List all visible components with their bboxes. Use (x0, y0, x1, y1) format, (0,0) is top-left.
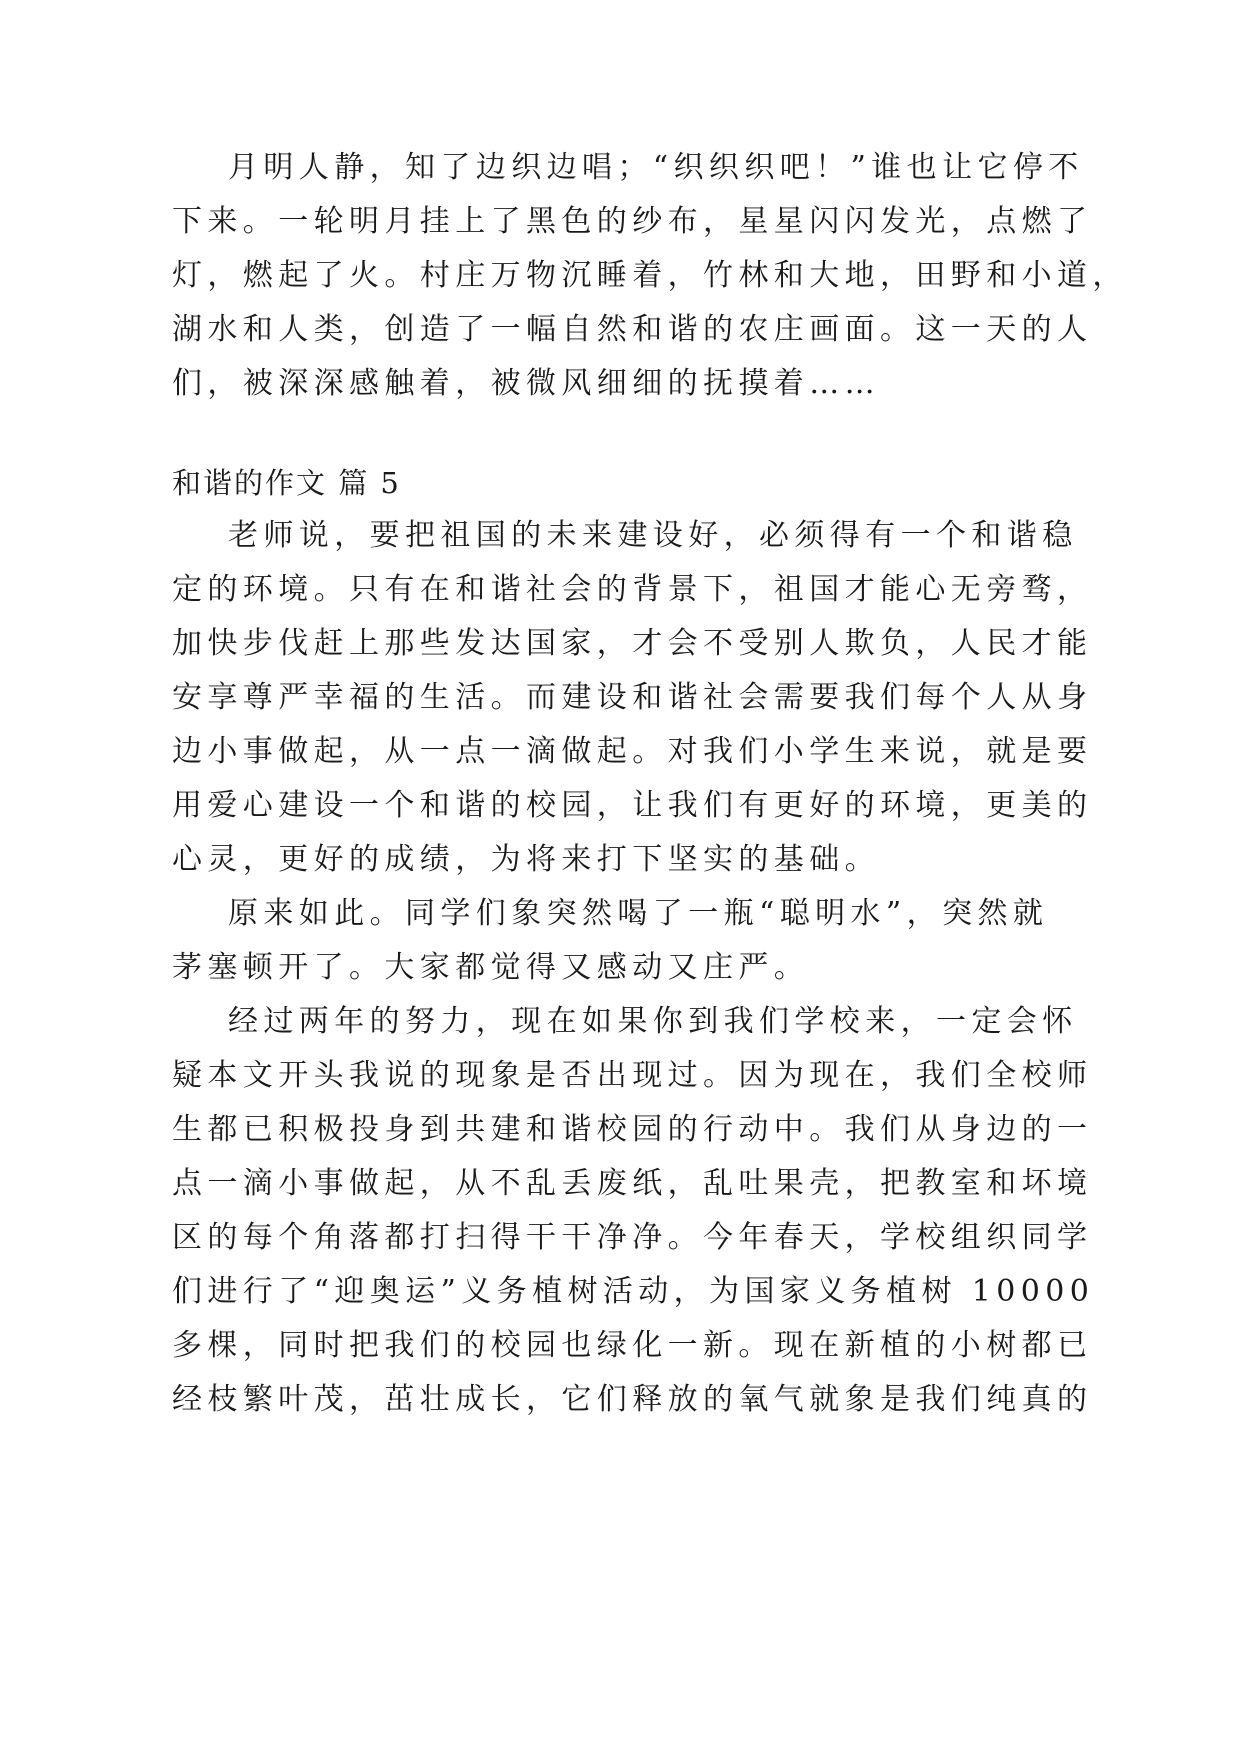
paragraph-line: 们，被深深感触着，被微风细细的抚摸着…… (172, 366, 880, 401)
paragraph-line: 茅塞顿开了。大家都觉得又感动又庄严。 (172, 950, 810, 985)
paragraph-line: 经过两年的努力，现在如果你到我们学校来，一定会怀 (228, 1004, 1078, 1039)
paragraph-line: 加快步伐赶上那些发达国家，才会不受别人欺负，人民才能 (172, 626, 1093, 661)
paragraph-line: 定的环境。只有在和谐社会的背景下，祖国才能心无旁骛， (172, 572, 1093, 607)
paragraph-line: 区的每个角落都打扫得干干净净。今年春天，学校组织同学 (172, 1220, 1093, 1255)
paragraph-line: 安享尊严幸福的生活。而建设和谐社会需要我们每个人从身 (172, 680, 1093, 715)
paragraph-line: 点一滴小事做起，从不乱丢废纸，乱吐果壳，把教室和坏境 (172, 1166, 1093, 1201)
paragraph-line: 下来。一轮明月挂上了黑色的纱布，星星闪闪发光，点燃了 (172, 204, 1093, 239)
paragraph-line: 经枝繁叶茂，茁壮成长，它们释放的氧气就象是我们纯真的 (172, 1382, 1093, 1417)
paragraph-line: 湖水和人类，创造了一幅自然和谐的农庄画面。这一天的人 (172, 312, 1093, 347)
paragraph-line: 灯，燃起了火。村庄万物沉睡着，竹林和大地，田野和小道， (172, 258, 1128, 293)
paragraph-line: 老师说，要把祖国的未来建设好，必须得有一个和谐稳 (228, 518, 1078, 553)
paragraph-line: 疑本文开头我说的现象是否出现过。因为现在，我们全校师 (172, 1058, 1093, 1093)
paragraph-line: 生都已积极投身到共建和谐校园的行动中。我们从身边的一 (172, 1112, 1093, 1147)
paragraph-line: 月明人静，知了边织边唱；“织织织吧！”谁也让它停不 (228, 150, 1084, 185)
paragraph-line: 多棵，同时把我们的校园也绿化一新。现在新植的小树都已 (172, 1328, 1093, 1363)
paragraph-line: 用爱心建设一个和谐的校园，让我们有更好的环境，更美的 (172, 788, 1093, 823)
essay-heading: 和谐的作文 篇 5 (172, 466, 401, 500)
paragraph-line: 原来如此。同学们象突然喝了一瓶“聪明水”，突然就 (228, 896, 1049, 931)
paragraph-line: 们进行了“迎奥运”义务植树活动，为国家义务植树 10000 (172, 1274, 1095, 1309)
paragraph-line: 边小事做起，从一点一滴做起。对我们小学生来说，就是要 (172, 734, 1093, 769)
paragraph-line: 心灵，更好的成绩，为将来打下坚实的基础。 (172, 842, 880, 877)
